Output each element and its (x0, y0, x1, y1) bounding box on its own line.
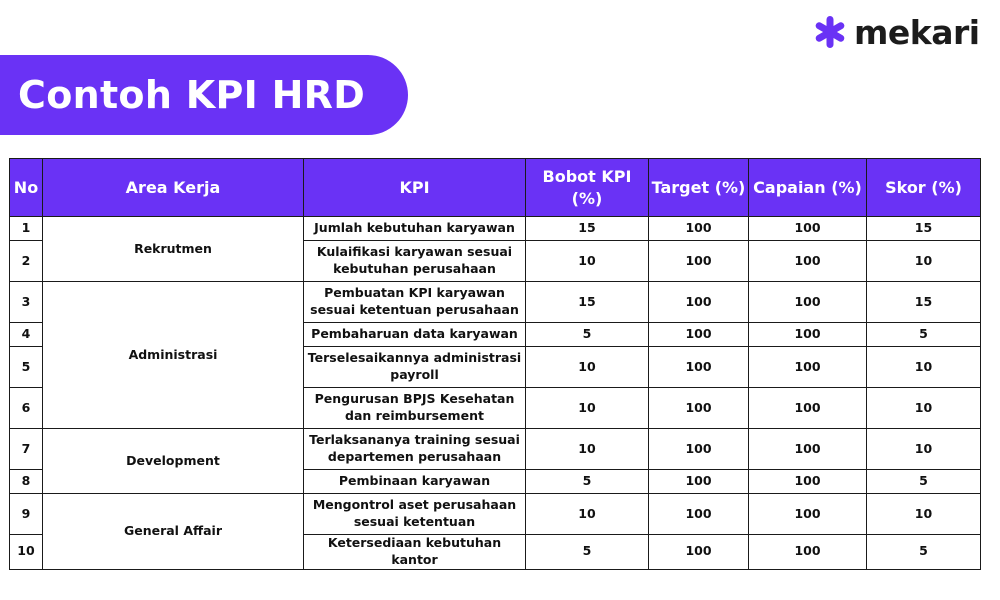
cell-capaian: 100 (749, 217, 867, 241)
cell-target: 100 (649, 217, 749, 241)
cell-area: Rekrutmen (43, 217, 304, 282)
header-capaian: Capaian (%) (749, 159, 867, 217)
cell-skor: 10 (867, 494, 981, 535)
cell-kpi: Pembuatan KPI karyawan sesuai ketentuan perusahaan (304, 282, 526, 323)
cell-kpi: Pembaharuan data karyawan (304, 323, 526, 347)
cell-bobot: 5 (526, 470, 649, 494)
cell-capaian: 100 (749, 347, 867, 388)
cell-target: 100 (649, 494, 749, 535)
title-banner (0, 55, 408, 135)
cell-kpi: Pembinaan karyawan (304, 470, 526, 494)
cell-area: Administrasi (43, 282, 304, 429)
cell-capaian: 100 (749, 282, 867, 323)
cell-bobot: 10 (526, 347, 649, 388)
cell-capaian: 100 (749, 241, 867, 282)
cell-kpi: Jumlah kebutuhan karyawan (304, 217, 526, 241)
cell-area: General Affair (43, 494, 304, 570)
cell-bobot: 5 (526, 323, 649, 347)
cell-skor: 10 (867, 241, 981, 282)
cell-bobot: 5 (526, 535, 649, 570)
header-bobot: Bobot KPI (%) (526, 159, 649, 217)
cell-capaian: 100 (749, 494, 867, 535)
cell-area: Development (43, 429, 304, 494)
cell-no: 8 (10, 470, 43, 494)
cell-no: 3 (10, 282, 43, 323)
cell-capaian: 100 (749, 323, 867, 347)
cell-bobot: 15 (526, 282, 649, 323)
cell-no: 9 (10, 494, 43, 535)
cell-kpi: Kulaifikasi karyawan sesuai kebutuhan perusahaan (304, 241, 526, 282)
cell-target: 100 (649, 323, 749, 347)
header-kpi: KPI (304, 159, 526, 217)
cell-skor: 5 (867, 470, 981, 494)
cell-bobot: 10 (526, 494, 649, 535)
cell-capaian: 100 (749, 429, 867, 470)
table-row (10, 282, 981, 323)
cell-skor: 15 (867, 217, 981, 241)
cell-skor: 10 (867, 429, 981, 470)
cell-kpi: Terselesaikannya administrasi payroll (304, 347, 526, 388)
cell-skor: 5 (867, 323, 981, 347)
table-row (10, 429, 981, 470)
cell-target: 100 (649, 429, 749, 470)
header-no: No (10, 159, 43, 217)
header-skor: Skor (%) (867, 159, 981, 217)
cell-bobot: 10 (526, 429, 649, 470)
cell-skor: 15 (867, 282, 981, 323)
table-row (10, 494, 981, 535)
cell-target: 100 (649, 241, 749, 282)
cell-target: 100 (649, 282, 749, 323)
cell-skor: 10 (867, 347, 981, 388)
cell-no: 1 (10, 217, 43, 241)
cell-bobot: 15 (526, 217, 649, 241)
cell-no: 5 (10, 347, 43, 388)
header-target: Target (%) (649, 159, 749, 217)
cell-target: 100 (649, 388, 749, 429)
table-header-row (10, 159, 981, 217)
asterisk-logo-icon (812, 14, 848, 50)
cell-capaian: 100 (749, 470, 867, 494)
kpi-table (9, 158, 981, 570)
cell-no: 6 (10, 388, 43, 429)
table-row (10, 217, 981, 241)
cell-no: 2 (10, 241, 43, 282)
page-title: Contoh KPI HRD (18, 73, 366, 117)
cell-kpi: Terlaksananya training sesuai departemen perusahaan (304, 429, 526, 470)
cell-capaian: 100 (749, 535, 867, 570)
cell-no: 7 (10, 429, 43, 470)
cell-kpi: Mengontrol aset perusahaan sesuai ketentuan (304, 494, 526, 535)
cell-target: 100 (649, 470, 749, 494)
cell-no: 4 (10, 323, 43, 347)
cell-skor: 10 (867, 388, 981, 429)
cell-bobot: 10 (526, 241, 649, 282)
cell-target: 100 (649, 535, 749, 570)
cell-kpi: Ketersediaan kebutuhan kantor (304, 535, 526, 570)
header-area-kerja: Area Kerja (43, 159, 304, 217)
mekari-logo (812, 12, 980, 52)
cell-bobot: 10 (526, 388, 649, 429)
cell-target: 100 (649, 347, 749, 388)
cell-capaian: 100 (749, 388, 867, 429)
logo-text: mekari (854, 12, 980, 52)
cell-no: 10 (10, 535, 43, 570)
cell-skor: 5 (867, 535, 981, 570)
cell-kpi: Pengurusan BPJS Kesehatan dan reimbursement (304, 388, 526, 429)
